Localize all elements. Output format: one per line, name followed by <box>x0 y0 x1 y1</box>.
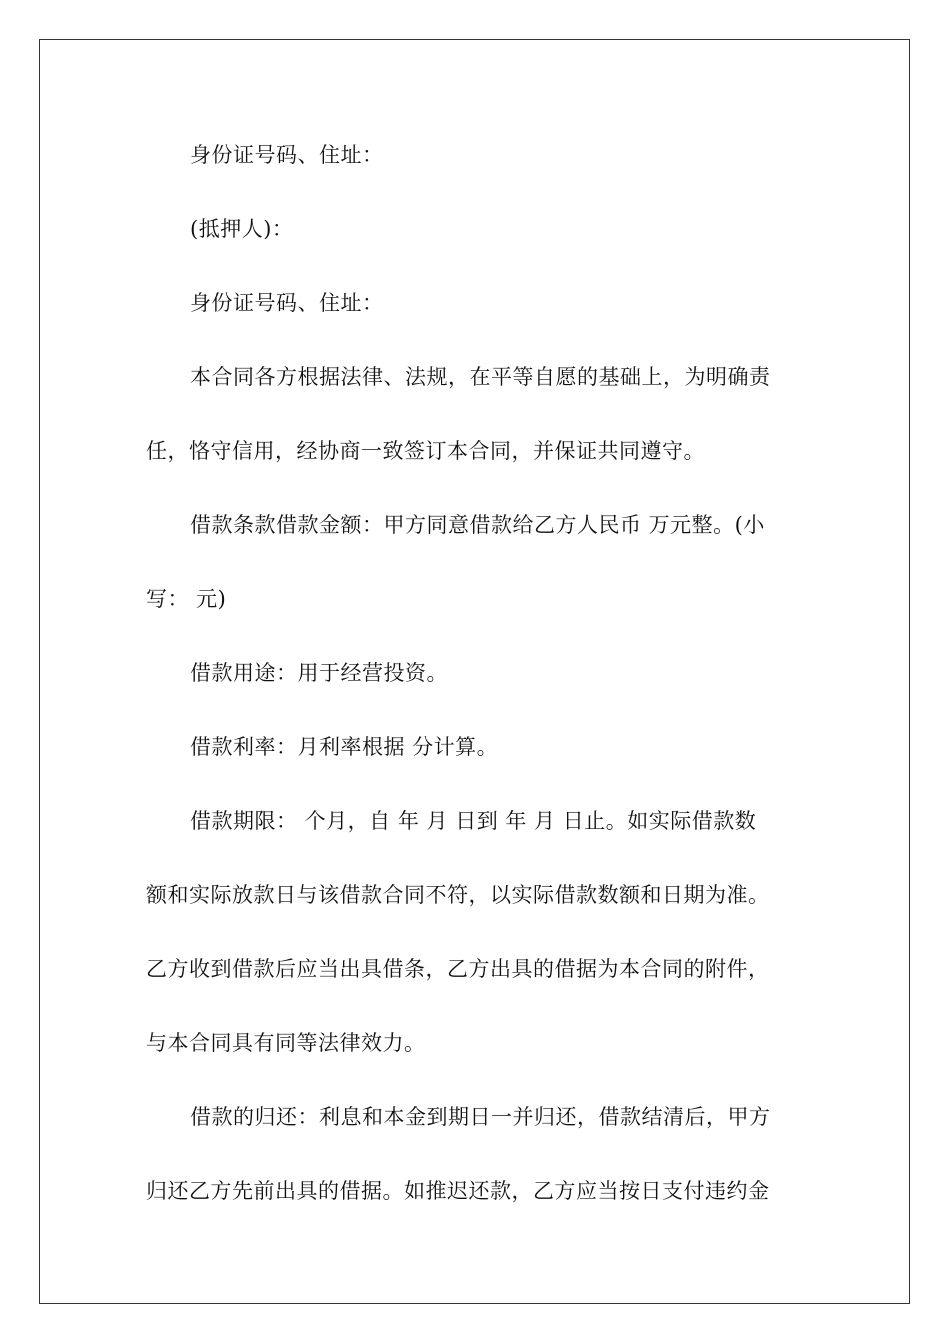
loan-term-line-3: 乙方收到借款后应当出具借条，乙方出具的借据为本合同的附件， <box>146 957 770 981</box>
repayment-line-1: 借款的归还：利息和本金到期日一并归还，借款结清后，甲方 <box>190 1105 771 1129</box>
loan-amount-line-1: 借款条款借款金额：甲方同意借款给乙方人民币 万元整。(小 <box>190 513 765 537</box>
loan-purpose-line: 借款用途：用于经营投资。 <box>190 661 448 685</box>
mortgagor-line: (抵押人)： <box>190 217 294 241</box>
preamble-line-1: 本合同各方根据法律、法规，在平等自愿的基础上，为明确责 <box>190 365 771 389</box>
loan-term-line-2: 额和实际放款日与该借款合同不符，以实际借款数额和日期为准。 <box>146 883 770 907</box>
loan-term-line-4: 与本合同具有同等法律效力。 <box>146 1031 426 1055</box>
loan-term-line-1: 借款期限： 个月，自 年 月 日到 年 月 日止。如实际借款数 <box>190 809 757 833</box>
document-body <box>146 118 806 1228</box>
loan-rate-line: 借款利率：月利率根据 分计算。 <box>190 735 499 759</box>
loan-amount-line-2: 写： 元) <box>146 587 227 611</box>
id-address-line-1: 身份证号码、住址： <box>190 143 384 167</box>
preamble-line-2: 任，恪守信用，经协商一致签订本合同，并保证共同遵守。 <box>146 439 705 463</box>
id-address-line-2: 身份证号码、住址： <box>190 291 384 315</box>
repayment-line-2: 归还乙方先前出具的借据。如推迟还款，乙方应当按日支付违约金 <box>146 1179 770 1203</box>
